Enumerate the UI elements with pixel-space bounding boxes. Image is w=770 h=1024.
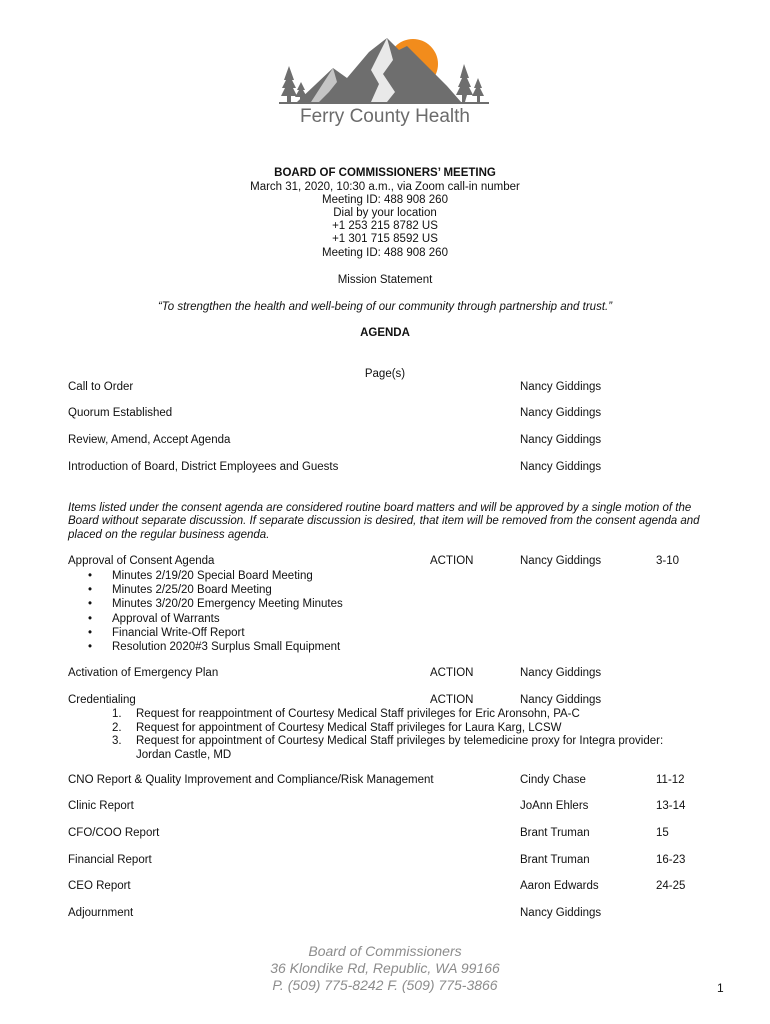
report-presenter: JoAnn Ehlers bbox=[520, 800, 589, 812]
agenda-item-title: Quorum Established bbox=[68, 407, 173, 419]
report-pages: 11-12 bbox=[656, 774, 685, 786]
report-pages: 16-23 bbox=[656, 854, 686, 866]
report-presenter: Nancy Giddings bbox=[520, 907, 602, 919]
list-item: • Financial Write-Off Report bbox=[88, 626, 245, 639]
consent-items-list bbox=[88, 569, 343, 654]
meeting-date-line: March 31, 2020, 10:30 a.m., via Zoom call-in number bbox=[250, 181, 520, 193]
report-title: Financial Report bbox=[68, 854, 152, 866]
report-pages: 24-25 bbox=[656, 880, 686, 892]
consent-action: ACTION bbox=[430, 555, 474, 567]
bullet-icon: • bbox=[88, 570, 93, 582]
agenda-item-presenter: Nancy Giddings bbox=[520, 381, 602, 393]
meeting-id-line: Meeting ID: 488 908 260 bbox=[322, 194, 448, 206]
agenda-item-title: Call to Order bbox=[68, 381, 134, 393]
credentialing-presenter: Nancy Giddings bbox=[520, 694, 602, 706]
credentialing-title: Credentialing bbox=[68, 694, 136, 706]
report-title: CEO Report bbox=[68, 880, 131, 892]
phone-number-2: +1 301 715 8592 US bbox=[332, 233, 438, 245]
agenda-item-title: Introduction of Board, District Employees and Guests bbox=[68, 461, 339, 473]
consent-agenda-title: Approval of Consent Agenda bbox=[68, 555, 215, 567]
report-title: Clinic Report bbox=[68, 800, 134, 812]
report-presenter: Aaron Edwards bbox=[520, 880, 599, 892]
bullet-icon: • bbox=[88, 598, 93, 611]
report-title: CNO Report & Quality Improvement and Compliance/Risk Management bbox=[68, 774, 434, 786]
agenda-item-presenter: Nancy Giddings bbox=[520, 407, 602, 419]
report-title: CFO/COO Report bbox=[68, 827, 160, 839]
footer-address: 36 Klondike Rd, Republic, WA 99166 bbox=[270, 960, 500, 976]
list-item: • Approval of Warrants bbox=[88, 612, 220, 625]
agenda-item-presenter: Nancy Giddings bbox=[520, 434, 602, 446]
emergency-plan-title: Activation of Emergency Plan bbox=[68, 667, 219, 679]
agenda-item-presenter: Nancy Giddings bbox=[520, 461, 602, 473]
ferry-county-health-logo bbox=[275, 30, 495, 108]
consent-presenter: Nancy Giddings bbox=[520, 555, 602, 567]
page-number: 1 bbox=[717, 981, 724, 995]
report-title: Adjournment bbox=[68, 907, 134, 919]
bullet-icon: • bbox=[88, 612, 93, 625]
report-pages: 15 bbox=[656, 827, 669, 839]
pages-column-label: Page(s) bbox=[364, 368, 406, 380]
report-presenter: Brant Truman bbox=[520, 854, 590, 866]
consent-pages: 3-10 bbox=[656, 555, 680, 567]
emergency-plan-presenter: Nancy Giddings bbox=[520, 667, 602, 679]
list-item: • Minutes 2/19/20 Special Board Meeting bbox=[88, 570, 313, 582]
consent-agenda-note: Items listed under the consent agenda are considered routine board matters and will be approved by a single motion of the Board without separate discussion. If separate discussion is desired, that item will be removed from the consent agenda and placed on the regular business agenda. bbox=[68, 502, 700, 541]
agenda-item-title: Review, Amend, Accept Agenda bbox=[68, 434, 231, 446]
dial-location-line: Dial by your location bbox=[333, 207, 437, 219]
mission-label: Mission Statement bbox=[337, 274, 433, 286]
list-item: • Minutes 3/20/20 Emergency Meeting Minutes bbox=[88, 598, 343, 611]
list-item: • Minutes 2/25/20 Board Meeting bbox=[88, 584, 272, 597]
emergency-plan-action: ACTION bbox=[430, 667, 474, 679]
report-presenter: Cindy Chase bbox=[520, 774, 586, 786]
phone-number-1: +1 253 215 8782 US bbox=[332, 220, 438, 232]
meeting-title: BOARD OF COMMISSIONERS’ MEETING bbox=[274, 167, 496, 179]
footer-board: Board of Commissioners bbox=[308, 943, 462, 959]
report-pages: 13-14 bbox=[656, 800, 686, 812]
organization-name: Ferry County Health bbox=[299, 106, 470, 127]
agenda-heading: AGENDA bbox=[360, 327, 410, 339]
credentialing-action: ACTION bbox=[430, 694, 474, 706]
list-item: 3. Request for appointment of Courtesy Medical Staff privileges by telemedicine proxy for Integra provider: Jordan Castle, MD bbox=[112, 735, 664, 761]
list-item: 1. Request for reappointment of Courtesy Medical Staff privileges for Eric Aronsohn, PA-C bbox=[112, 708, 580, 720]
bullet-icon: • bbox=[88, 626, 93, 639]
list-item: 2. Request for appointment of Courtesy Medical Staff privileges for Laura Karg, LCSW bbox=[112, 721, 562, 734]
meeting-id-line-2: Meeting ID: 488 908 260 bbox=[322, 247, 448, 259]
list-item: • Resolution 2020#3 Surplus Small Equipment bbox=[88, 640, 341, 653]
footer-phone: P. (509) 775-8242 F. (509) 775-3866 bbox=[272, 977, 498, 993]
report-presenter: Brant Truman bbox=[520, 827, 590, 839]
bullet-icon: • bbox=[88, 584, 93, 597]
mission-statement: “To strengthen the health and well-being of our community through partnership and trust.” bbox=[157, 301, 613, 313]
bullet-icon: • bbox=[88, 640, 93, 653]
credentialing-requests bbox=[112, 708, 696, 762]
